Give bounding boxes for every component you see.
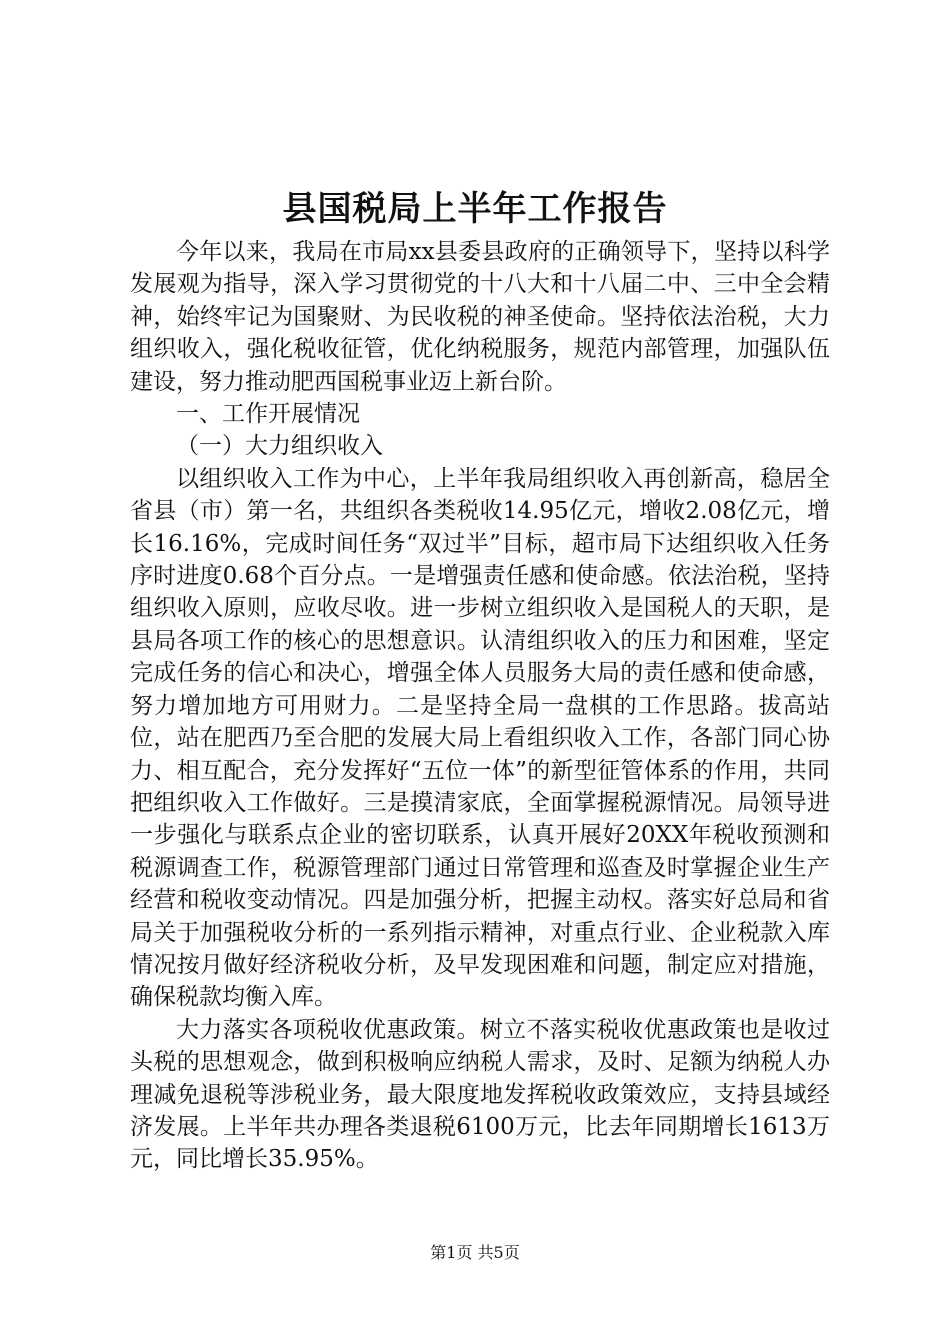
page-number-footer: 第1页 共5页 [430,1243,520,1262]
body-paragraph: 大力落实各项税收优惠政策。树立不落实税收优惠政策也是收过头税的思想观念，做到积极响应纳税人需求，及时、足额为纳税人办理减免退税等涉税业务，最大限度地发挥税收政策效应，支持县域经济发展。上半年共办理各类退税6100万元，比去年同期增长1613万元，同比增长35.95%。 [130,1016,830,1173]
document-title: 县国税局上半年工作报告 [282,189,668,229]
section-heading: 一、工作开展情况 [176,401,360,428]
body-paragraph: 以组织收入工作为中心，上半年我局组织收入再创新高，稳居全省县（市）第一名，共组织各类税收14.95亿元，增收2.08亿元，增长16.16%，完成时间任务“双过半”目标，超市局下达组织收入任务序时进度0.68个百分点。一是增强责任感和使命感。依法治税，坚持组织收入原则，应收尽收。进一步树立组织收入是国税人的天职，是县局各项工作的核心的思想意识。认清组织收入的压力和困难，坚定完成任务的信心和决心，增强全体人员服务大局的责任感和使命感，努力增加地方可用财力。二是坚持全局一盘棋的工作思路。拔高站位，站在肥西乃至合肥的发展大局上看组织收入工作，各部门同心协力、相互配合，充分发挥好“五位一体”的新型征管体系的作用，共同把组织收入工作做好。三是摸清家底，全面掌握税源情况。局领导进一步强化与联系点企业的密切联系，认真开展好20XX年税收预测和税源调查工作，税源管理部门通过日常管理和巡查及时掌握企业生产经营和税收变动情况。四是加强分析，把握主动权。落实好总局和省局关于加强税收分析的一系列指示精神，对重点行业、企业税款入库情况按月做好经济税收分析，及早发现困难和问题，制定应对措施，确保税款均衡入库。 [130,465,830,1011]
intro-paragraph: 今年以来，我局在市局xx县委县政府的正确领导下，坚持以科学发展观为指导，深入学习贯彻党的十八大和十八届二中、三中全会精神，始终牢记为国聚财、为民收税的神圣使命。坚持依法治税，大力组织收入，强化税收征管，优化纳税服务，规范内部管理，加强队伍建设，努力推动肥西国税事业迈上新台阶。 [130,239,830,395]
document-body [130,236,830,1176]
subsection-heading: （一）大力组织收入 [176,433,383,460]
